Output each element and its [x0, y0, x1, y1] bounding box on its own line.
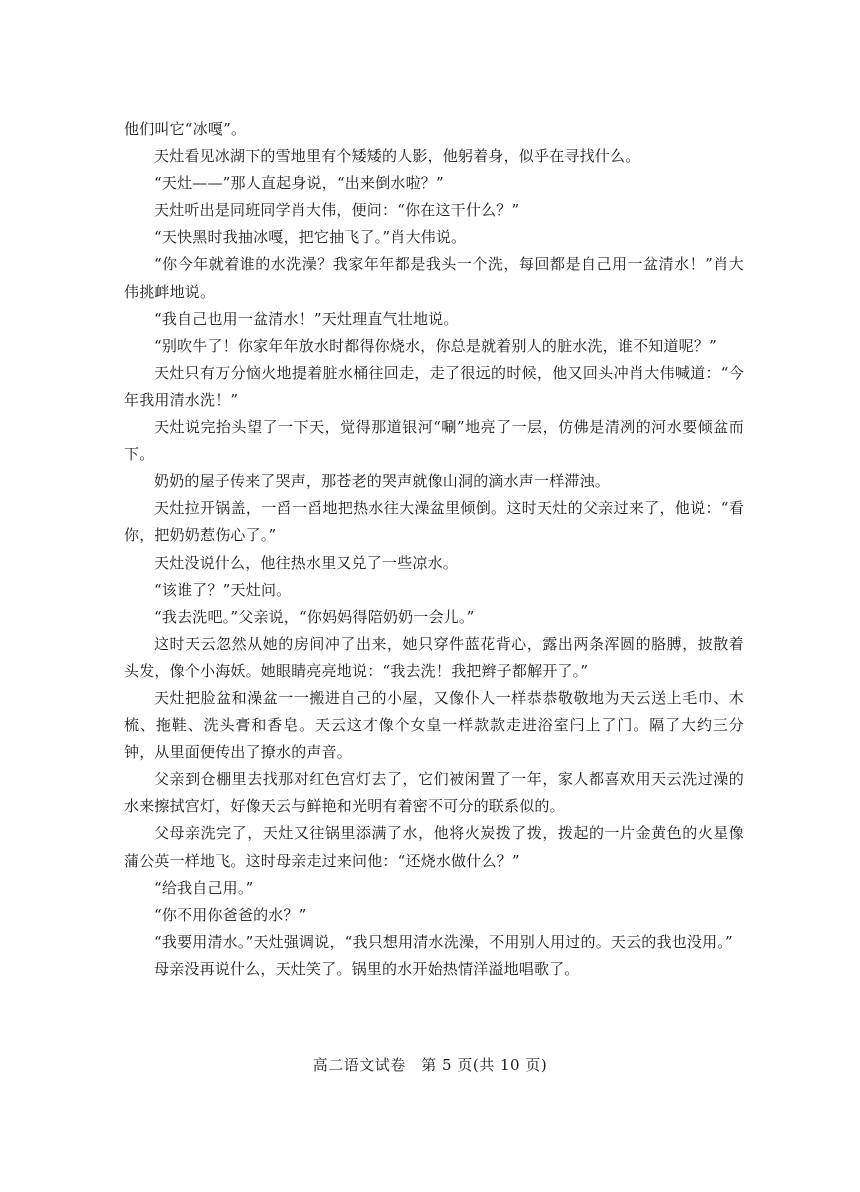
paragraph: 天灶把脸盆和澡盆一一搬进自己的小屋，又像仆人一样恭恭敬敬地为天云送上毛巾、木梳、拖鞋、洗头膏和香皂。天云这才像个女皇一样款款走进浴室闩上了门。隔了大约三分钟，从里面便传出了撩水的声音。	[124, 688, 744, 762]
paragraph: “你今年就着谁的水洗澡？我家年年都是我头一个洗，每回都是自己用一盆清水！”肖大伟挑衅地说。	[124, 255, 744, 301]
paragraph: 父亲到仓棚里去找那对红色宫灯去了，它们被闲置了一年，家人都喜欢用天云洗过澡的水来擦拭宫灯，好像天云与鲜艳和光明有着密不可分的联系似的。	[124, 770, 744, 816]
paragraph: “给我自己用。”	[154, 878, 254, 897]
paragraph: 天灶拉开锅盖，一舀一舀地把热水往大澡盆里倾倒。这时天灶的父亲过来了，他说：“看你，把奶奶惹伤心了。”	[124, 499, 744, 545]
paragraph: 他们叫它“冰嘎”。	[124, 120, 247, 138]
paragraph: 母亲没再说什么，天灶笑了。锅里的水开始热情洋溢地唱歌了。	[154, 959, 580, 978]
paragraph: “别吹牛了！你家年年放水时都得你烧水，你总是就着别人的脏水洗，谁不知道呢？”	[154, 336, 717, 355]
paragraph: 天灶没说什么，他往热水里又兑了一些凉水。	[154, 553, 459, 572]
paragraph: “天快黑时我抽冰嘎，把它抽飞了。”肖大伟说。	[154, 228, 467, 247]
paragraph: “我自己也用一盆清水！”天灶理直气壮地说。	[154, 309, 459, 328]
paragraph: “该谁了？”天灶问。	[154, 580, 292, 599]
paragraph: 天灶只有万分恼火地提着脏水桶往回走，走了很远的时候，他又回头冲肖大伟喊道：“今年我用清水洗！”	[124, 363, 744, 409]
paragraph: “天灶——”那人直起身说，“出来倒水啦？”	[154, 174, 444, 193]
paragraph: 奶奶的屋子传来了哭声，那苍老的哭声就像山洞的滴水声一样滞浊。	[154, 472, 611, 491]
paragraph: 父母亲洗完了，天灶又往锅里添满了水，他将火炭拨了拨，拨起的一片金黄色的火星像蒲公英一样地飞。这时母亲走过来问他：“还烧水做什么？”	[124, 824, 744, 870]
article-body	[124, 116, 744, 983]
paragraph: 天灶看见冰湖下的雪地里有个矮矮的人影，他躬着身，似乎在寻找什么。	[154, 147, 641, 166]
paragraph: 天灶听出是同班同学肖大伟，便问：“你在这干什么？”	[154, 201, 520, 220]
paragraph: “我去洗吧。”父亲说，“你妈妈得陪奶奶一会儿。”	[154, 607, 475, 626]
paragraph: “我要用清水。”天灶强调说，“我只想用清水洗澡，不用别人用过的。天云的我也没用。”	[154, 932, 733, 951]
paragraph: 天灶说完抬头望了一下天，觉得那道银河“唰”地亮了一层，仿佛是清冽的河水要倾盆而下。	[124, 418, 744, 464]
page-footer: 高二语文试卷 第 5 页(共 10 页)	[312, 1056, 548, 1074]
paragraph: 这时天云忽然从她的房间冲了出来，她只穿件蓝花背心，露出两条浑圆的胳膊，披散着头发，像个小海妖。她眼睛亮亮地说：“我去洗！我把辫子都解开了。”	[124, 634, 744, 680]
paragraph: “你不用你爸爸的水？”	[154, 905, 307, 924]
